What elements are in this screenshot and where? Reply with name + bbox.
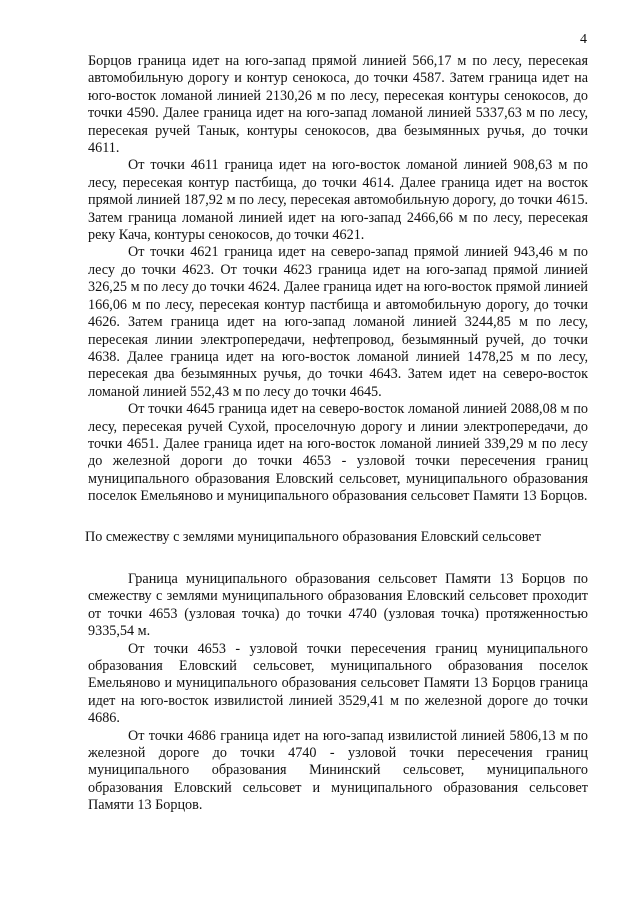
section-paragraph-1: Граница муниципального образования сельсовет Памяти 13 Борцов по смежеству с землями муниципального образования Еловский сельсовет проходит от точки 4653 (узловая точка) до точки 4740 (узловая точка) протяженностью 9335,54 м. bbox=[88, 570, 588, 640]
paragraph-4: От точки 4645 граница идет на северо-восток ломаной линией 2088,08 м по лесу, пересекая ручей Сухой, проселочную дорогу и линии электропередачи, до точки 4651. Далее граница идет на юго-восток ломаной линией 339,29 м по лесу до железной дороги до точки 4653 - узловой точки пересечения границ муниципального образования Еловский сельсовет, муниципального образования поселок Емельяново и муниципального образования сельсовет Памяти 13 Борцов. bbox=[88, 401, 588, 505]
section-paragraph-2: От точки 4653 - узловой точки пересечения границ муниципального образования Еловский сельсовет, муниципального образования поселок Емельяново и муниципального образования сельсовет Памяти 13 Борцов граница идет на юго-восток извилистой линией 3529,41 м по железной дороге до точки 4686. bbox=[88, 640, 588, 727]
section-paragraph-3: От точки 4686 граница идет на юго-запад извилистой линией 5806,13 м по железной дороге до точки 4740 - узловой точки пересечения границ муниципального образования Мининский сельсовет, муниципального образования Еловский сельсовет и муниципального образования сельсовет Памяти 13 Борцов. bbox=[88, 727, 588, 814]
paragraph-1: Борцов граница идет на юго-запад прямой линией 566,17 м по лесу, пересекая автомобильную дорогу и контур сенокоса, до точки 4587. Затем граница идет на юго-восток ломаной линией 2130,26 м по лесу, пересекая контуры сенокосов, до точки 4590. Далее граница идет на юго-запад ломаной линией 5337,63 м по лесу, пересекая ручей Танык, контуры сенокосов, два безымянных ручья, до точки 4611. bbox=[88, 53, 588, 157]
paragraph-3: От точки 4621 граница идет на северо-запад прямой линией 943,46 м по лесу до точки 4623. От точки 4623 граница идет на юго-запад прямой линией 326,25 м по лесу до точки 4624. Далее граница идет на юго-восток прямой линией 166,06 м по лесу, пересекая контур пастбища и автомобильную дорогу, до точки 4626. Затем граница идет на юго-запад ломаной линией 3244,85 м по лесу, пересекая линии электропередачи, нефтепровод, безымянный ручей, до точки 4638. Далее граница идет на юго-восток ломаной линией 1478,25 м по лесу, пересекая два безымянных ручья, до точки 4643. Затем идет на северо-восток ломаной линией 552,43 м по лесу до точки 4645. bbox=[88, 244, 588, 400]
page-number: 4 bbox=[580, 32, 587, 47]
section-heading: По смежеству с землями муниципального образования Еловский сельсовет bbox=[85, 528, 541, 545]
paragraph-2: От точки 4611 граница идет на юго-восток ломаной линией 908,63 м по лесу, пересекая контур пастбища, до точки 4614. Далее граница идет на восток прямой линией 187,92 м по лесу, пересекая автомобильную дорогу, до точки 4615. Затем граница ломаной линией идет на юго-запад 2466,66 м по лесу, пересекая реку Кача, контуры сенокосов, до точки 4621. bbox=[88, 157, 588, 244]
document-body bbox=[85, 53, 588, 815]
